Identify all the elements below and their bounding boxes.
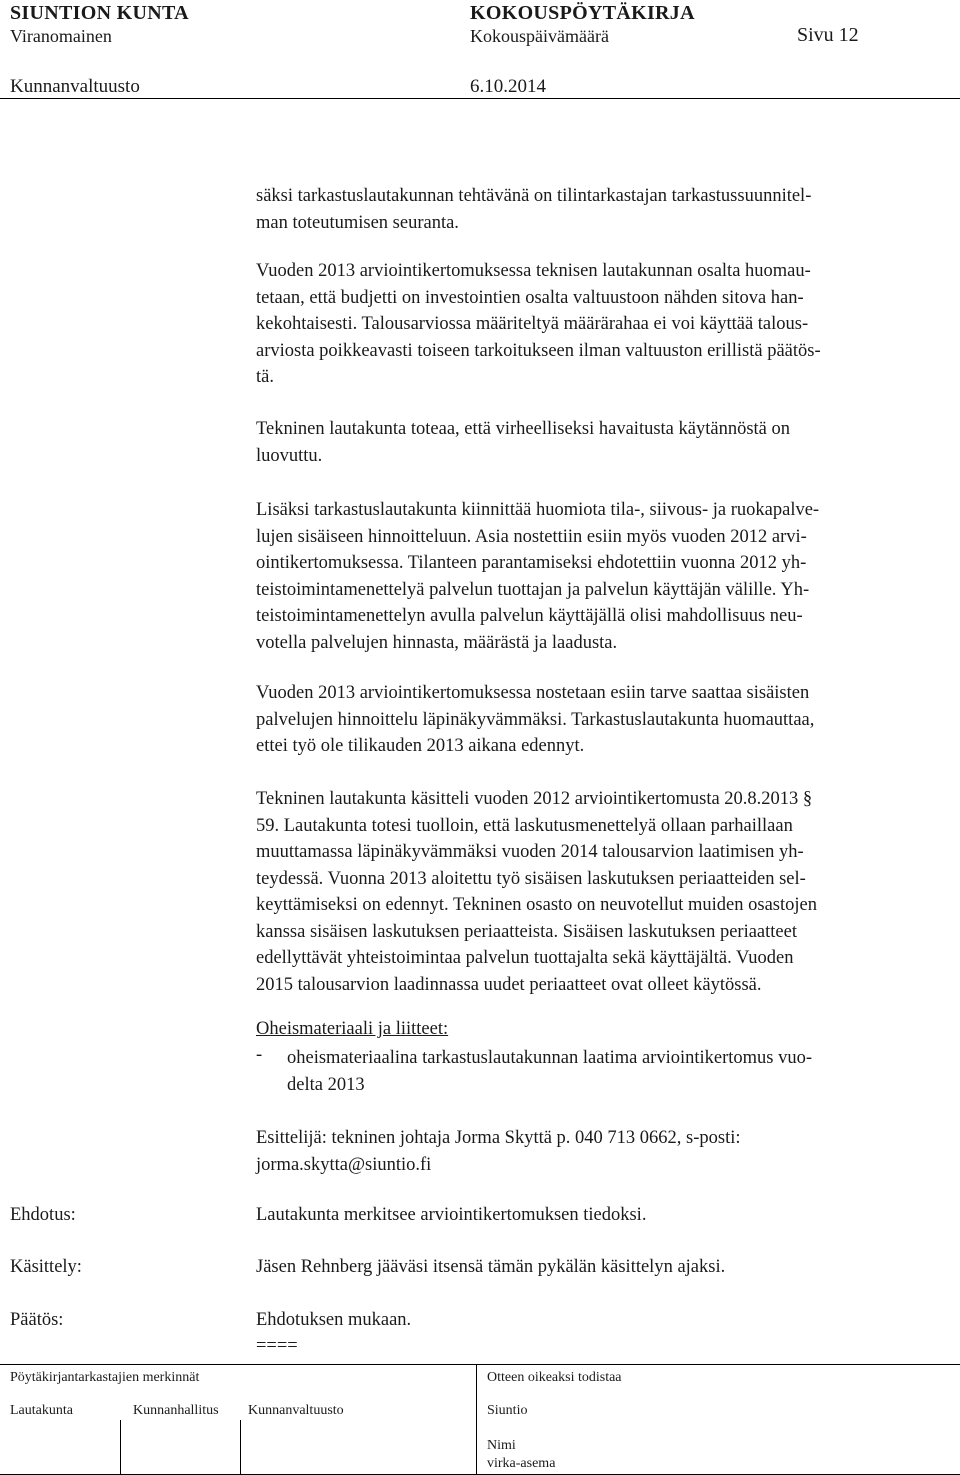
handling-label: Käsittely: — [10, 1257, 82, 1277]
footer-col-divider-2 — [240, 1420, 241, 1475]
footer-position-label: virka-asema — [487, 1456, 556, 1471]
paragraph-3: Tekninen lautakunta toteaa, että virheelliseksi havaitusta käytännöstä on luovuttu. — [256, 419, 790, 466]
footer-col-lautakunta: Lautakunta — [10, 1403, 73, 1418]
header-divider — [0, 98, 960, 99]
footer-col-divider-1 — [120, 1420, 121, 1475]
handling-text: Jäsen Rehnberg jääväsi itsensä tämän pykälän käsittelyn ajaksi. — [256, 1257, 726, 1277]
decision-label: Päätös: — [10, 1310, 64, 1330]
footer-top-rule — [0, 1364, 960, 1365]
footer-place: Siuntio — [487, 1403, 528, 1418]
page-number: Sivu 12 — [797, 24, 859, 46]
footer-col-kunnanhallitus: Kunnanhallitus — [133, 1403, 219, 1418]
end-mark: ==== — [256, 1336, 298, 1356]
footer-col-kunnanvaltuusto: Kunnanvaltuusto — [248, 1403, 344, 1418]
document-type: KOKOUSPÖYTÄKIRJA — [470, 2, 695, 24]
paragraph-4: Lisäksi tarkastuslautakunta kiinnittää huomiota tila-, siivous- ja ruokapalve- lujen sisäiseen hinnoitteluun. Asia nostettiin esiin myös vuoden 2012 arvi- ointikertomuksessa. Tilanteen parantamiseksi ehdotettiin vuonna 2012 yh- teistoimintamenettelyä palvelun tuottajan ja palvelun käyttäjän välille. Yh- teistoimintamenettelyn avulla palvelun käyttäjällä olisi mahdollisuus neu- votella palvelujen hinnasta, määrästä ja laadusta. — [256, 500, 820, 653]
authority-label: Viranomainen — [10, 26, 112, 46]
presenter-email-link[interactable]: jorma.skytta@siuntio.fi — [256, 1154, 432, 1175]
attachment-dash: - — [256, 1045, 263, 1065]
attachments-heading: Oheismateriaali ja liitteet: — [256, 1019, 449, 1039]
footer-name-label: Nimi — [487, 1438, 516, 1453]
proposal-label: Ehdotus: — [10, 1205, 76, 1225]
organization-name: SIUNTION KUNTA — [10, 2, 189, 24]
presenter-info: Esittelijä: tekninen johtaja Jorma Skyttä p. 040 713 0662, s-posti: jorma.skytta@siuntio.fi — [256, 1125, 956, 1178]
reviewers-label: Pöytäkirjantarkastajien merkinnät — [10, 1370, 200, 1385]
paragraph-5: Vuoden 2013 arviointikertomuksessa nostetaan esiin tarve saattaa sisäisten palvelujen hinnoittelu läpinäkyvämmäksi. Tarkastuslautakunta huomauttaa, ettei työ ole tilikauden 2013 aikana edennyt. — [256, 683, 815, 756]
footer-divider-vertical — [476, 1364, 477, 1475]
decision-text: Ehdotuksen mukaan. — [256, 1310, 412, 1330]
meeting-date: 6.10.2014 — [470, 76, 546, 97]
authority-name: Kunnanvaltuusto — [10, 76, 140, 97]
paragraph-6: Tekninen lautakunta käsitteli vuoden 2012 arviointikertomusta 20.8.2013 § 59. Lautakunta totesi tuolloin, että laskutusmenettelyä ollaan parhaillaan muuttamassa läpinäkyvämmäksi vuoden 2014 talousarvion laatimisen yh- teydessä. Vuonna 2013 aloitettu työ sisäisen laskutuksen periaatteiden sel- keyttämiseksi on edennyt. Tekninen osasto on neuvotellut muiden osastojen kanssa sisäisen laskutuksen periaatteista. Sisäisen laskutuksen periaatteet edellyttävät yhteistoimintaa palvelun tuottajalta sekä käyttäjältä. Vuoden 2015 talousarvion laadinnassa uudet periaatteet ovat olleet käytössä. — [256, 789, 817, 995]
proposal-text: Lautakunta merkitsee arviointikertomuksen tiedoksi. — [256, 1205, 647, 1225]
paragraph-1: säksi tarkastuslautakunnan tehtävänä on tilintarkastajan tarkastussuunnitel- man toteutumisen seuranta. — [256, 186, 812, 233]
attachment-item: oheismateriaalina tarkastuslautakunnan laatima arviointikertomus vuo- delta 2013 — [287, 1048, 813, 1095]
meeting-date-label: Kokouspäivämäärä — [470, 26, 609, 46]
paragraph-2: Vuoden 2013 arviointikertomuksessa teknisen lautakunnan osalta huomau- tetaan, että budjetti on investointien osalta valtuustoon nähden sitova han- kekohtaisesti. Talousarviossa määriteltyä määrärahaa ei voi käyttää talous- arviosta poikkeavasti toiseen tarkoitukseen ilman valtuuston erillistä päätös- tä. — [256, 261, 821, 387]
certified-label: Otteen oikeaksi todistaa — [487, 1370, 622, 1385]
